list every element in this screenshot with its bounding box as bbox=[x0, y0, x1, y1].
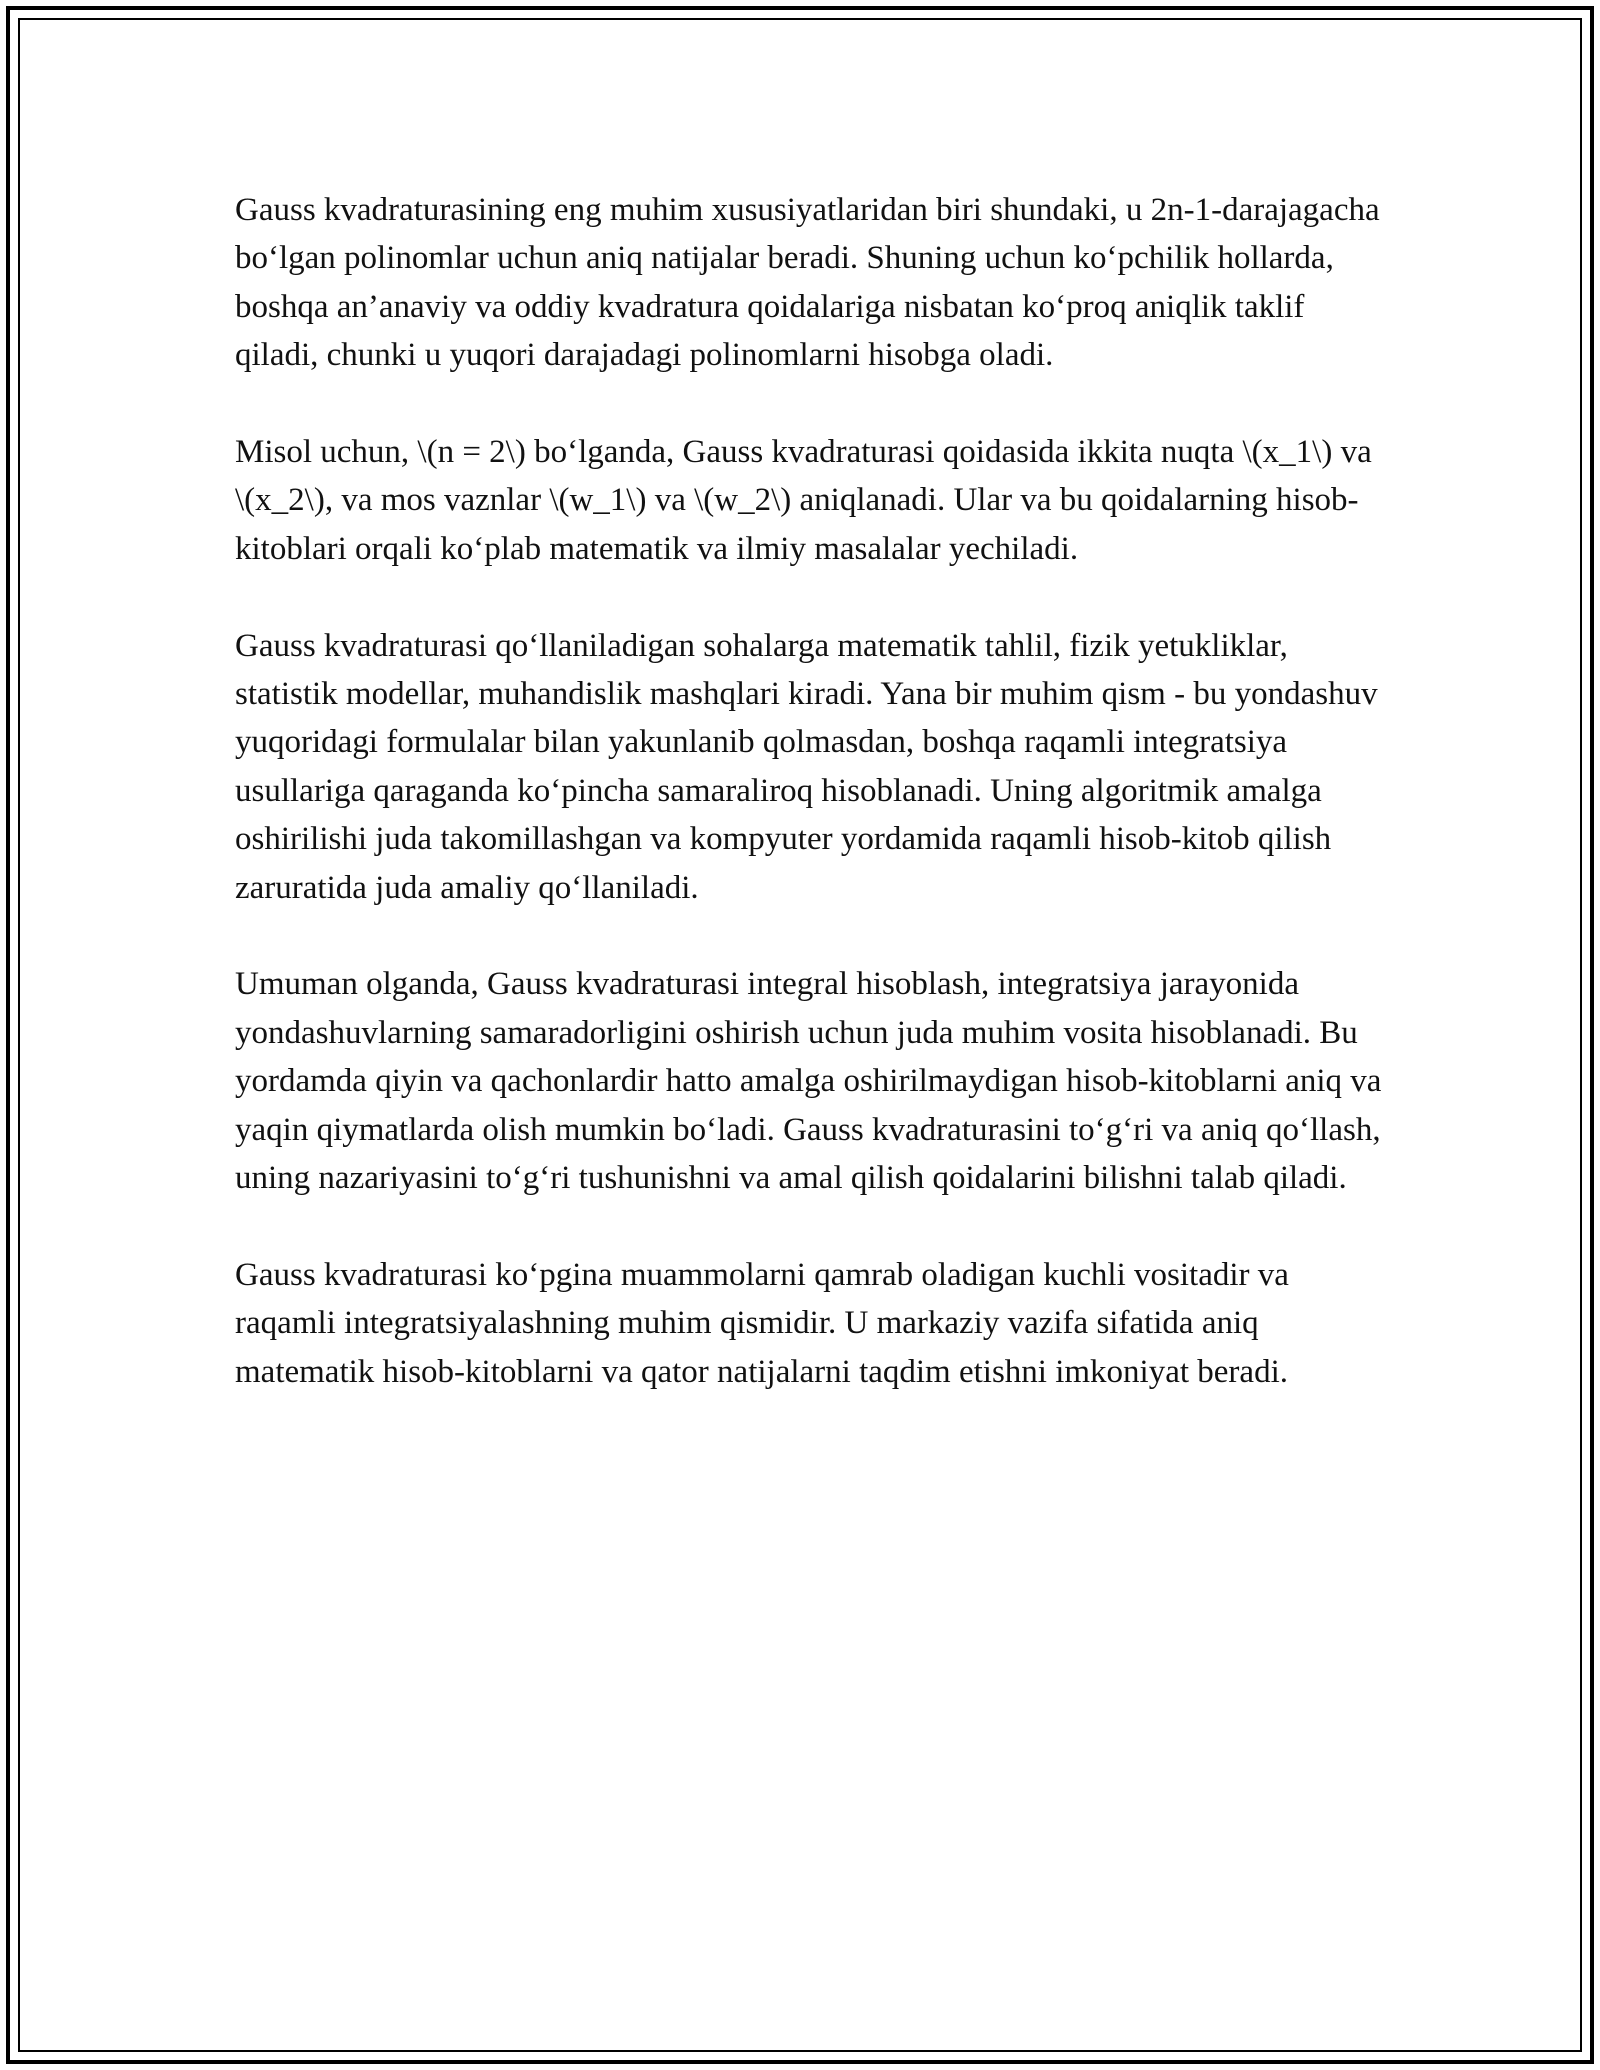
paragraph-applications: Gauss kvadraturasi qo‘llaniladigan sohalarga matematik tahlil, fizik yetukliklar, statistik modellar, muhandislik mashqlari kiradi. Yana bir muhim qism - bu yondashuv yuqoridagi formulalar bilan yakunlanib qolmasdan, boshqa raqamli integratsiya usullariga qaraganda ko‘pincha samaraliroq hisoblanadi. Uning algoritmik amalga oshirilishi juda takomillashgan va kompyuter yordamida raqamli hisob-kitob qilish zaruratida juda amaliy qo‘llaniladi. bbox=[235, 627, 1378, 906]
document-body bbox=[235, 186, 1385, 1444]
paragraph-example-n2: Misol uchun, \(n = 2\) bo‘lganda, Gauss kvadraturasi qoidasida ikkita nuqta \(x_1\) va \(x_2\), va mos vaznlar \(w_1\) va \(w_2\) aniqlanadi. Ular va bu qoidalarning hisob-kitoblari orqali ko‘plab matematik va ilmiy masalalar yechiladi. bbox=[235, 434, 1372, 567]
paragraph-summary: Umuman olganda, Gauss kvadraturasi integral hisoblash, integratsiya jarayonida yondashuvlarning samaradorligini oshirish uchun juda muhim vosita hisoblanadi. Bu yordamda qiyin va qachonlardir hatto amalga oshirilmaydigan hisob-kitoblarni aniq va yaqin qiymatlarda olish mumkin bo‘ladi. Gauss kvadraturasini to‘g‘ri va aniq qo‘llash, uning nazariyasini to‘g‘ri tushunishni va amal qilish qoidalarini bilishni talab qiladi. bbox=[235, 966, 1382, 1197]
paragraph-conclusion: Gauss kvadraturasi ko‘pgina muammolarni qamrab oladigan kuchli vositadir va raqamli integratsiyalashning muhim qismidir. U markaziy vazifa sifatida aniq matematik hisob-kitoblarni va qator natijalarni taqdim etishni imkoniyat beradi. bbox=[235, 1256, 1289, 1390]
paragraph-gauss-properties: Gauss kvadraturasining eng muhim xususiyatlaridan biri shundaki, u 2n-1-darajagacha bo‘lgan polinomlar uchun aniq natijalar beradi. Shuning uchun ko‘pchilik hollarda, boshqa an’anaviy va oddiy kvadratura qoidalariga nisbatan ko‘proq aniqlik taklif qiladi, chunki u yuqori darajadagi polinomlarni hisobga oladi. bbox=[235, 192, 1380, 374]
